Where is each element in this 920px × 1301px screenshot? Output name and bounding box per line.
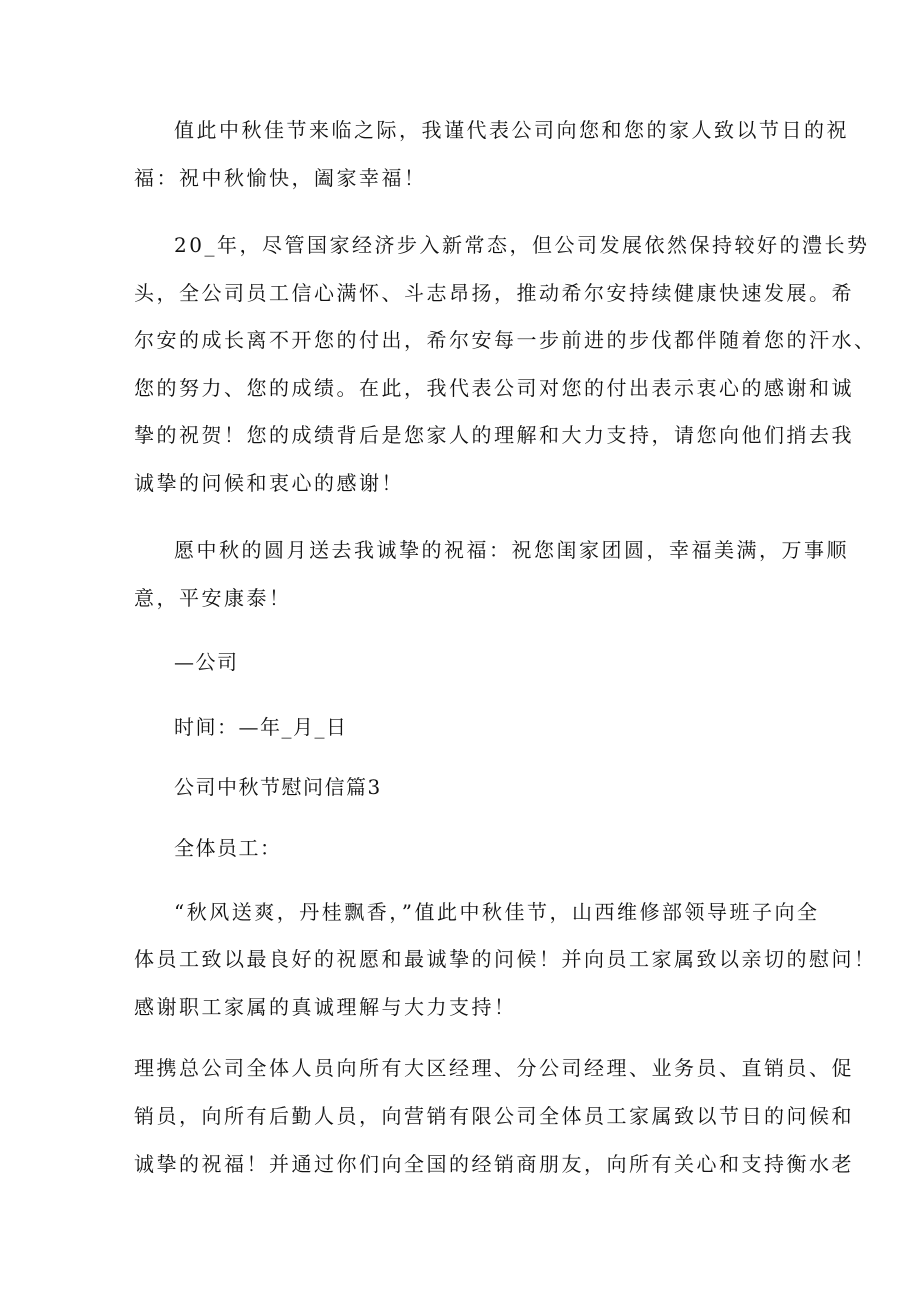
paragraph-4-line-1: “秋风送爽，丹桂飘香，”值此中秋佳节，山西维修部领导班子向全 bbox=[174, 900, 820, 924]
paragraph-2-line-4: 您的努力、您的成绩。在此，我代表公司对您的付出表示衷心的感谢和诚 bbox=[134, 376, 854, 400]
paragraph-2-line-5: 挚的祝贺！您的成绩背后是您家人的理解和大力支持，请您向他们捎去我 bbox=[134, 423, 854, 447]
section-heading: 公司中秋节慰问信篇3 bbox=[174, 775, 382, 799]
paragraph-1-line-2: 福：祝中秋愉快，阖家幸福！ bbox=[134, 166, 427, 190]
paragraph-3-line-1: 愿中秋的圆月送去我诚挚的祝福：祝您闺家团圆，幸福美满，万事顺 bbox=[174, 538, 849, 562]
salutation: 全体员工： bbox=[174, 836, 282, 860]
signature-company: —公司 bbox=[174, 650, 239, 674]
signature-date: 时间：—年_月_日 bbox=[174, 715, 348, 739]
paragraph-2-line-3: 尔安的成长离不开您的付出，希尔安每一步前进的步伐都伴随着您的汗水、 bbox=[134, 328, 877, 352]
paragraph-5-line-3: 诚挚的祝福！并通过你们向全国的经销商朋友，向所有关心和支持衡水老 bbox=[134, 1152, 854, 1176]
paragraph-5-line-1: 理携总公司全体人员向所有大区经理、分公司经理、业务员、直销员、促 bbox=[134, 1056, 854, 1080]
paragraph-2-line-6: 诚挚的问候和衷心的感谢！ bbox=[134, 471, 404, 495]
paragraph-5-line-2: 销员，向所有后勤人员，向营销有限公司全体员工家属致以节日的问候和 bbox=[134, 1104, 854, 1128]
paragraph-2-line-2: 头，全公司员工信心满怀、斗志昂扬，推动希尔安持续健康快速发展。希 bbox=[134, 281, 854, 305]
paragraph-4-line-2: 体员工致以最良好的祝愿和最诚挚的问候！并向员工家属致以亲切的慰问！ bbox=[134, 947, 877, 971]
paragraph-3-line-2: 意，平安康泰！ bbox=[134, 586, 292, 610]
paragraph-2-line-1: 20_年，尽管国家经济步入新常态，但公司发展依然保持较好的澧长势 bbox=[174, 233, 870, 257]
paragraph-4-line-3: 感谢职工家属的真诚理解与大力支持！ bbox=[134, 995, 517, 1019]
paragraph-1-line-1: 值此中秋佳节来临之际，我谨代表公司向您和您的家人致以节日的祝 bbox=[174, 118, 849, 142]
